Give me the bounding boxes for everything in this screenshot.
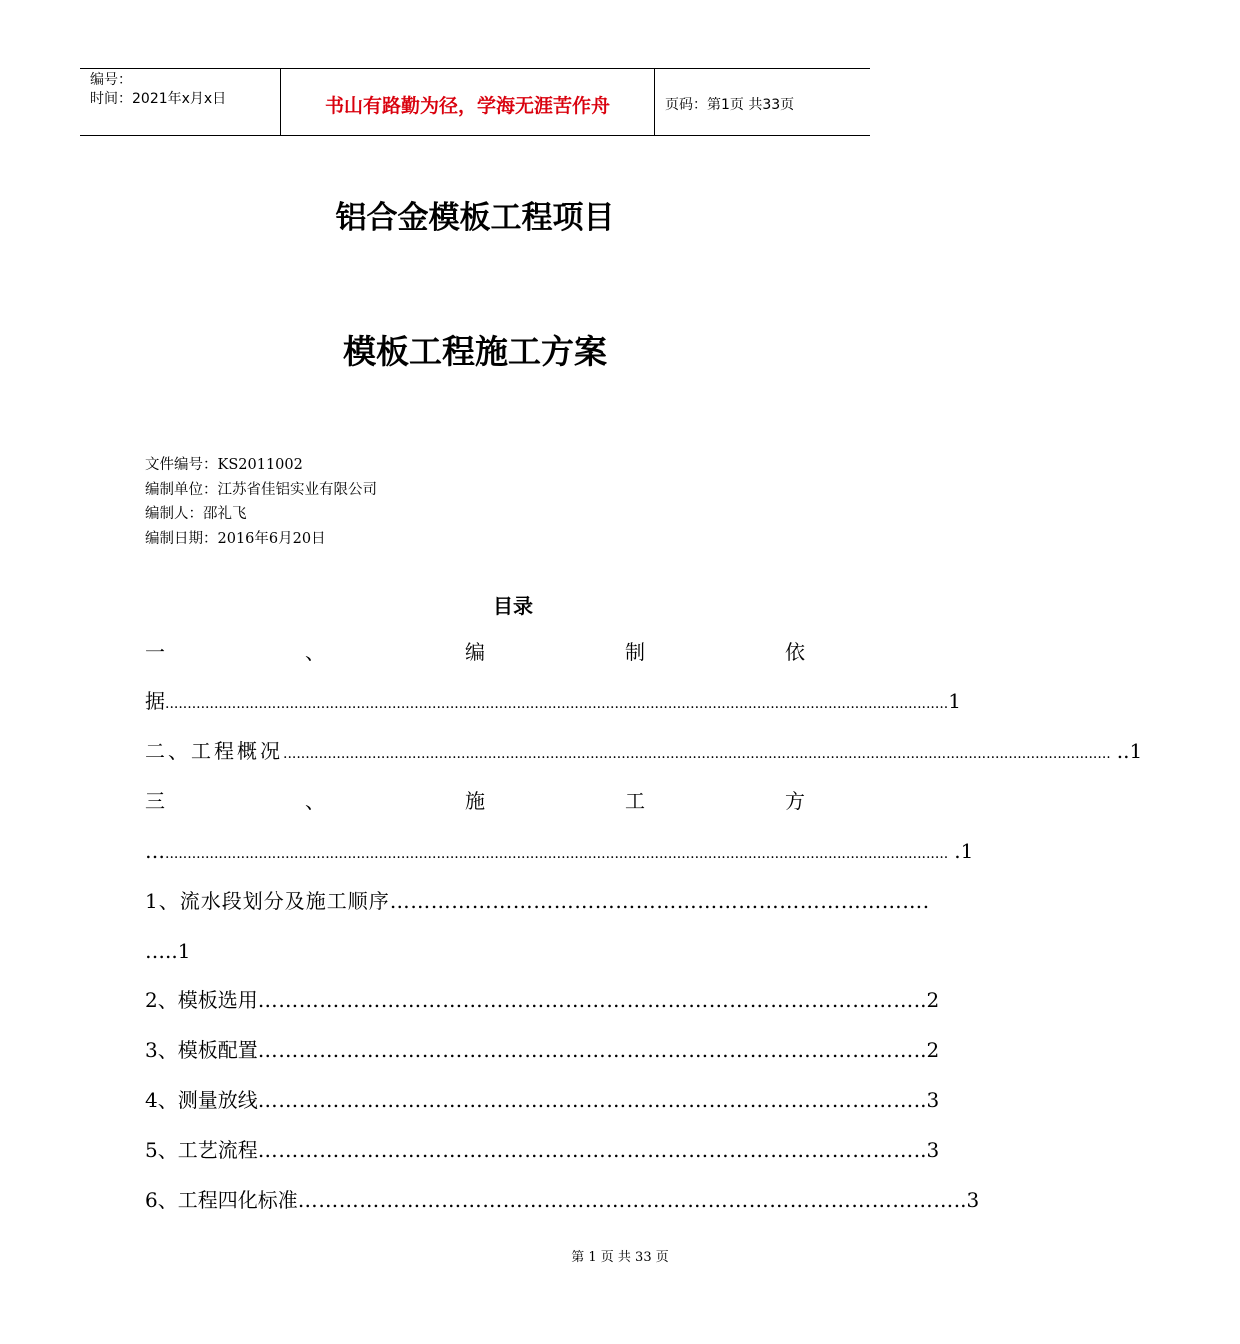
number-label: 编号： (90, 72, 132, 88)
document-header-table (80, 68, 870, 136)
toc-page-number: ..2 (913, 988, 940, 1012)
toc-page-number: .1 (954, 839, 974, 863)
time-label: 时间：2021年x月x日 (90, 91, 227, 107)
document-meta (145, 453, 377, 551)
toc-page-number: ..3 (953, 1188, 980, 1212)
toc-item-formwork-selection[interactable] (145, 985, 940, 1015)
page-info: 页码：第1页 共33页 (665, 97, 795, 113)
toc-leader-dots: ................................................................................................................................................................................ (165, 846, 949, 862)
toc-item-formwork-config[interactable] (145, 1035, 940, 1065)
author: 编制人：邵礼飞 (145, 506, 247, 522)
toc-item-process-flow[interactable] (145, 1135, 940, 1165)
toc-char: 制 (625, 640, 645, 664)
toc-label: … (145, 839, 165, 863)
toc-item-construction-plan[interactable] (145, 786, 805, 816)
header-left-cell (80, 69, 281, 135)
toc-label: 二、工程概况 (145, 739, 283, 763)
toc-leader-dots: …………………………………………………………………………………… (257, 1138, 914, 1162)
toc-item-compilation-basis-cont[interactable] (145, 686, 961, 716)
toc-leader-dots: …………………………………………………………………………………… (257, 1088, 914, 1112)
toc-label: 2、模板选用 (145, 988, 258, 1012)
compile-date: 编制日期：2016年6月20日 (145, 530, 326, 547)
motto: 书山有路勤为径，学海无涯苦作舟 (281, 69, 655, 135)
toc-char: 编 (465, 640, 485, 664)
toc-char: 、 (305, 789, 325, 813)
toc-label: 4、测量放线 (145, 1088, 258, 1112)
compiling-unit: 编制单位：江苏省佳铝实业有限公司 (145, 481, 377, 498)
toc-item-compilation-basis[interactable] (145, 637, 805, 667)
document-subtitle: 模板工程施工方案 (343, 332, 607, 371)
toc-char: 工 (625, 789, 645, 813)
toc-page-number: ..3 (913, 1088, 940, 1112)
toc-char: 依 (785, 640, 805, 664)
toc-item-survey-layout[interactable] (145, 1085, 940, 1115)
toc-item-flow-section[interactable] (145, 886, 930, 916)
toc-page-number: . (922, 889, 930, 913)
toc-label: 3、模板配置 (145, 1038, 258, 1062)
toc-leader-dots: …………………………………………………………………… (389, 889, 923, 913)
toc-leader-dots: .......................................................................................................................................................................................... (283, 746, 1111, 762)
toc-page-number: ..3 (913, 1138, 940, 1162)
toc-page-number: ..2 (913, 1038, 940, 1062)
toc-char: 、 (305, 640, 325, 664)
toc-heading: 目录 (493, 594, 533, 618)
toc-char: 方 (785, 789, 805, 813)
toc-label: 据 (145, 689, 165, 713)
toc-leader-dots: ................................................................................................................................................................................ (165, 696, 949, 712)
toc-leader-dots: …………………………………………………………………………………… (257, 988, 914, 1012)
toc-item-construction-plan-cont[interactable] (145, 836, 974, 866)
toc-leader-dots: …………………………………………………………………………………… (297, 1188, 954, 1212)
toc-leader-dots: …………………………………………………………………………………… (257, 1038, 914, 1062)
page-footer: 第 1 页 共 33 页 (571, 1250, 669, 1265)
toc-char: 三 (145, 789, 165, 813)
doc-number: 文件编号：KS2011002 (145, 457, 303, 473)
toc-char: 一 (145, 640, 165, 664)
toc-page-number: 1 (948, 689, 961, 713)
toc-char: 施 (465, 789, 485, 813)
toc-item-standards[interactable] (145, 1185, 980, 1215)
toc-label: 6、工程四化标准 (145, 1188, 298, 1212)
toc-label: 1、流水段划分及施工顺序 (145, 889, 390, 913)
toc-item-flow-section-cont[interactable]: …..1 (145, 939, 191, 963)
toc-item-project-overview[interactable] (145, 736, 1143, 766)
toc-label: 5、工艺流程 (145, 1138, 258, 1162)
toc-page-number: ..1 (1116, 739, 1143, 763)
document-title: 铝合金模板工程项目 (335, 200, 615, 236)
